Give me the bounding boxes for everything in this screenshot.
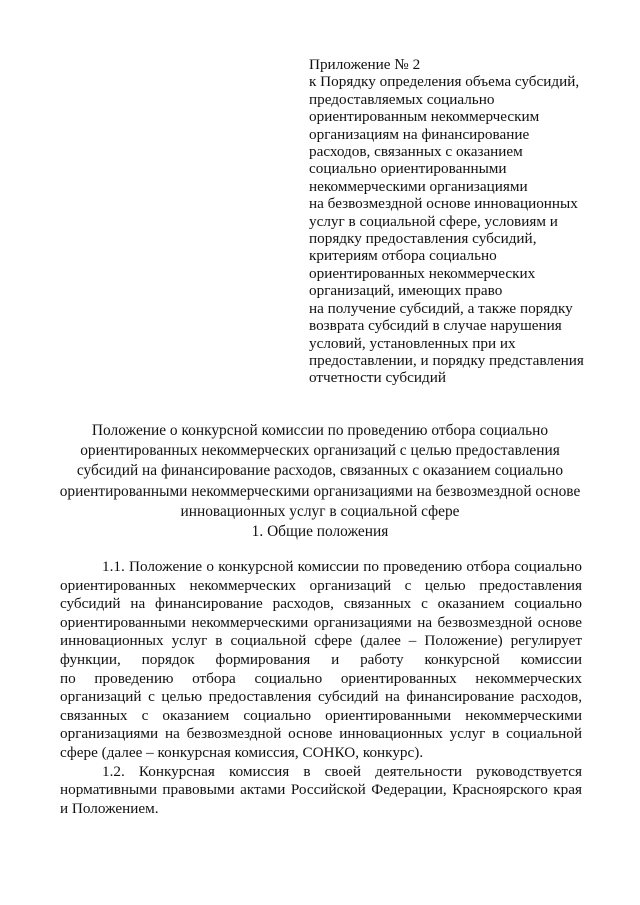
appendix-line: ориентированным некоммерческим [309,108,540,126]
paragraph-1-1 [60,558,582,763]
appendix-line: к Порядку определения объема субсидий, [309,73,580,91]
appendix-line: расходов, связанных с оказанием [309,143,523,161]
title-line: субсидий на финансирование расходов, связанных с оказанием социально [76,462,564,480]
title-line: ориентированными некоммерческими организациями на безвозмездной основе [59,482,581,500]
paragraph-1-2 [60,763,582,819]
section-heading: 1. Общие положения [251,523,389,540]
paragraph-line: связанных с оказанием социально ориентированными некоммерческими [60,706,582,724]
paragraph-line: нормативными правовыми актами Российской Федерации, Красноярского края [60,781,582,799]
paragraph-line: субсидий на финансирование расходов, связанных с оказанием социально [60,595,582,613]
paragraph-line: 1.2. Конкурсная комиссия в своей деятельности руководствуется [102,762,582,780]
paragraph-line: ориентированными некоммерческими организациями на безвозмездной основе [60,613,582,631]
paragraph-line: по проведению отбора социально ориентированных некоммерческих [60,669,582,687]
paragraph-line: инновационных услуг в социальной сфере (далее – Положение) регулирует [60,632,582,650]
appendix-line: на получение субсидий, а также порядку [309,299,573,317]
appendix-line: на безвозмездной основе инновационных [309,195,578,213]
paragraph-line: организациями на безвозмездной основе инновационных услуг в социальной [60,725,582,743]
appendix-line: услуг в социальной сфере, условиям и [309,212,558,230]
appendix-line: отчетности субсидий [309,369,446,387]
paragraph-line: сфере (далее – конкурсная комиссия, СОНКО, конкурс). [60,743,424,761]
appendix-line: ориентированных некоммерческих [309,264,536,282]
appendix-line: критериям отбора социально [309,247,497,265]
appendix-line: социально ориентированными [309,160,507,178]
appendix-line: условий, установленных при их [309,334,516,352]
appendix-line: организациям на финансирование [309,125,530,143]
appendix-line: предоставлении, и порядку представления [309,351,584,369]
title-line: Положение о конкурсной комиссии по проведению отбора социально [91,422,549,439]
appendix-line: возврата субсидий в случае нарушения [309,317,562,335]
appendix-line: порядку предоставления субсидий, [309,230,537,248]
paragraph-line: функции, порядок формирования и работу конкурсной комиссии [60,650,582,668]
body-text [60,558,582,818]
appendix-line: организаций, имеющих право [309,282,503,300]
paragraph-line: ориентированных некоммерческих организаций с целью предоставления [60,576,582,594]
appendix-line: некоммерческими организациями [309,177,528,195]
paragraph-line: 1.1. Положение о конкурсной комиссии по проведению отбора социально [102,558,582,575]
paragraph-line: и Положением. [60,799,159,817]
paragraph-line: организаций с целью предоставления субсидий на финансирование расходов, [60,688,582,706]
title-line: инновационных услуг в социальной сфере [180,502,460,520]
appendix-header [309,56,609,387]
document-title [40,421,600,522]
appendix-line: Приложение № 2 [309,56,421,73]
appendix-line: предоставляемых социально [309,90,495,108]
title-line: ориентированных некоммерческих организаций с целью предоставления [80,442,560,460]
